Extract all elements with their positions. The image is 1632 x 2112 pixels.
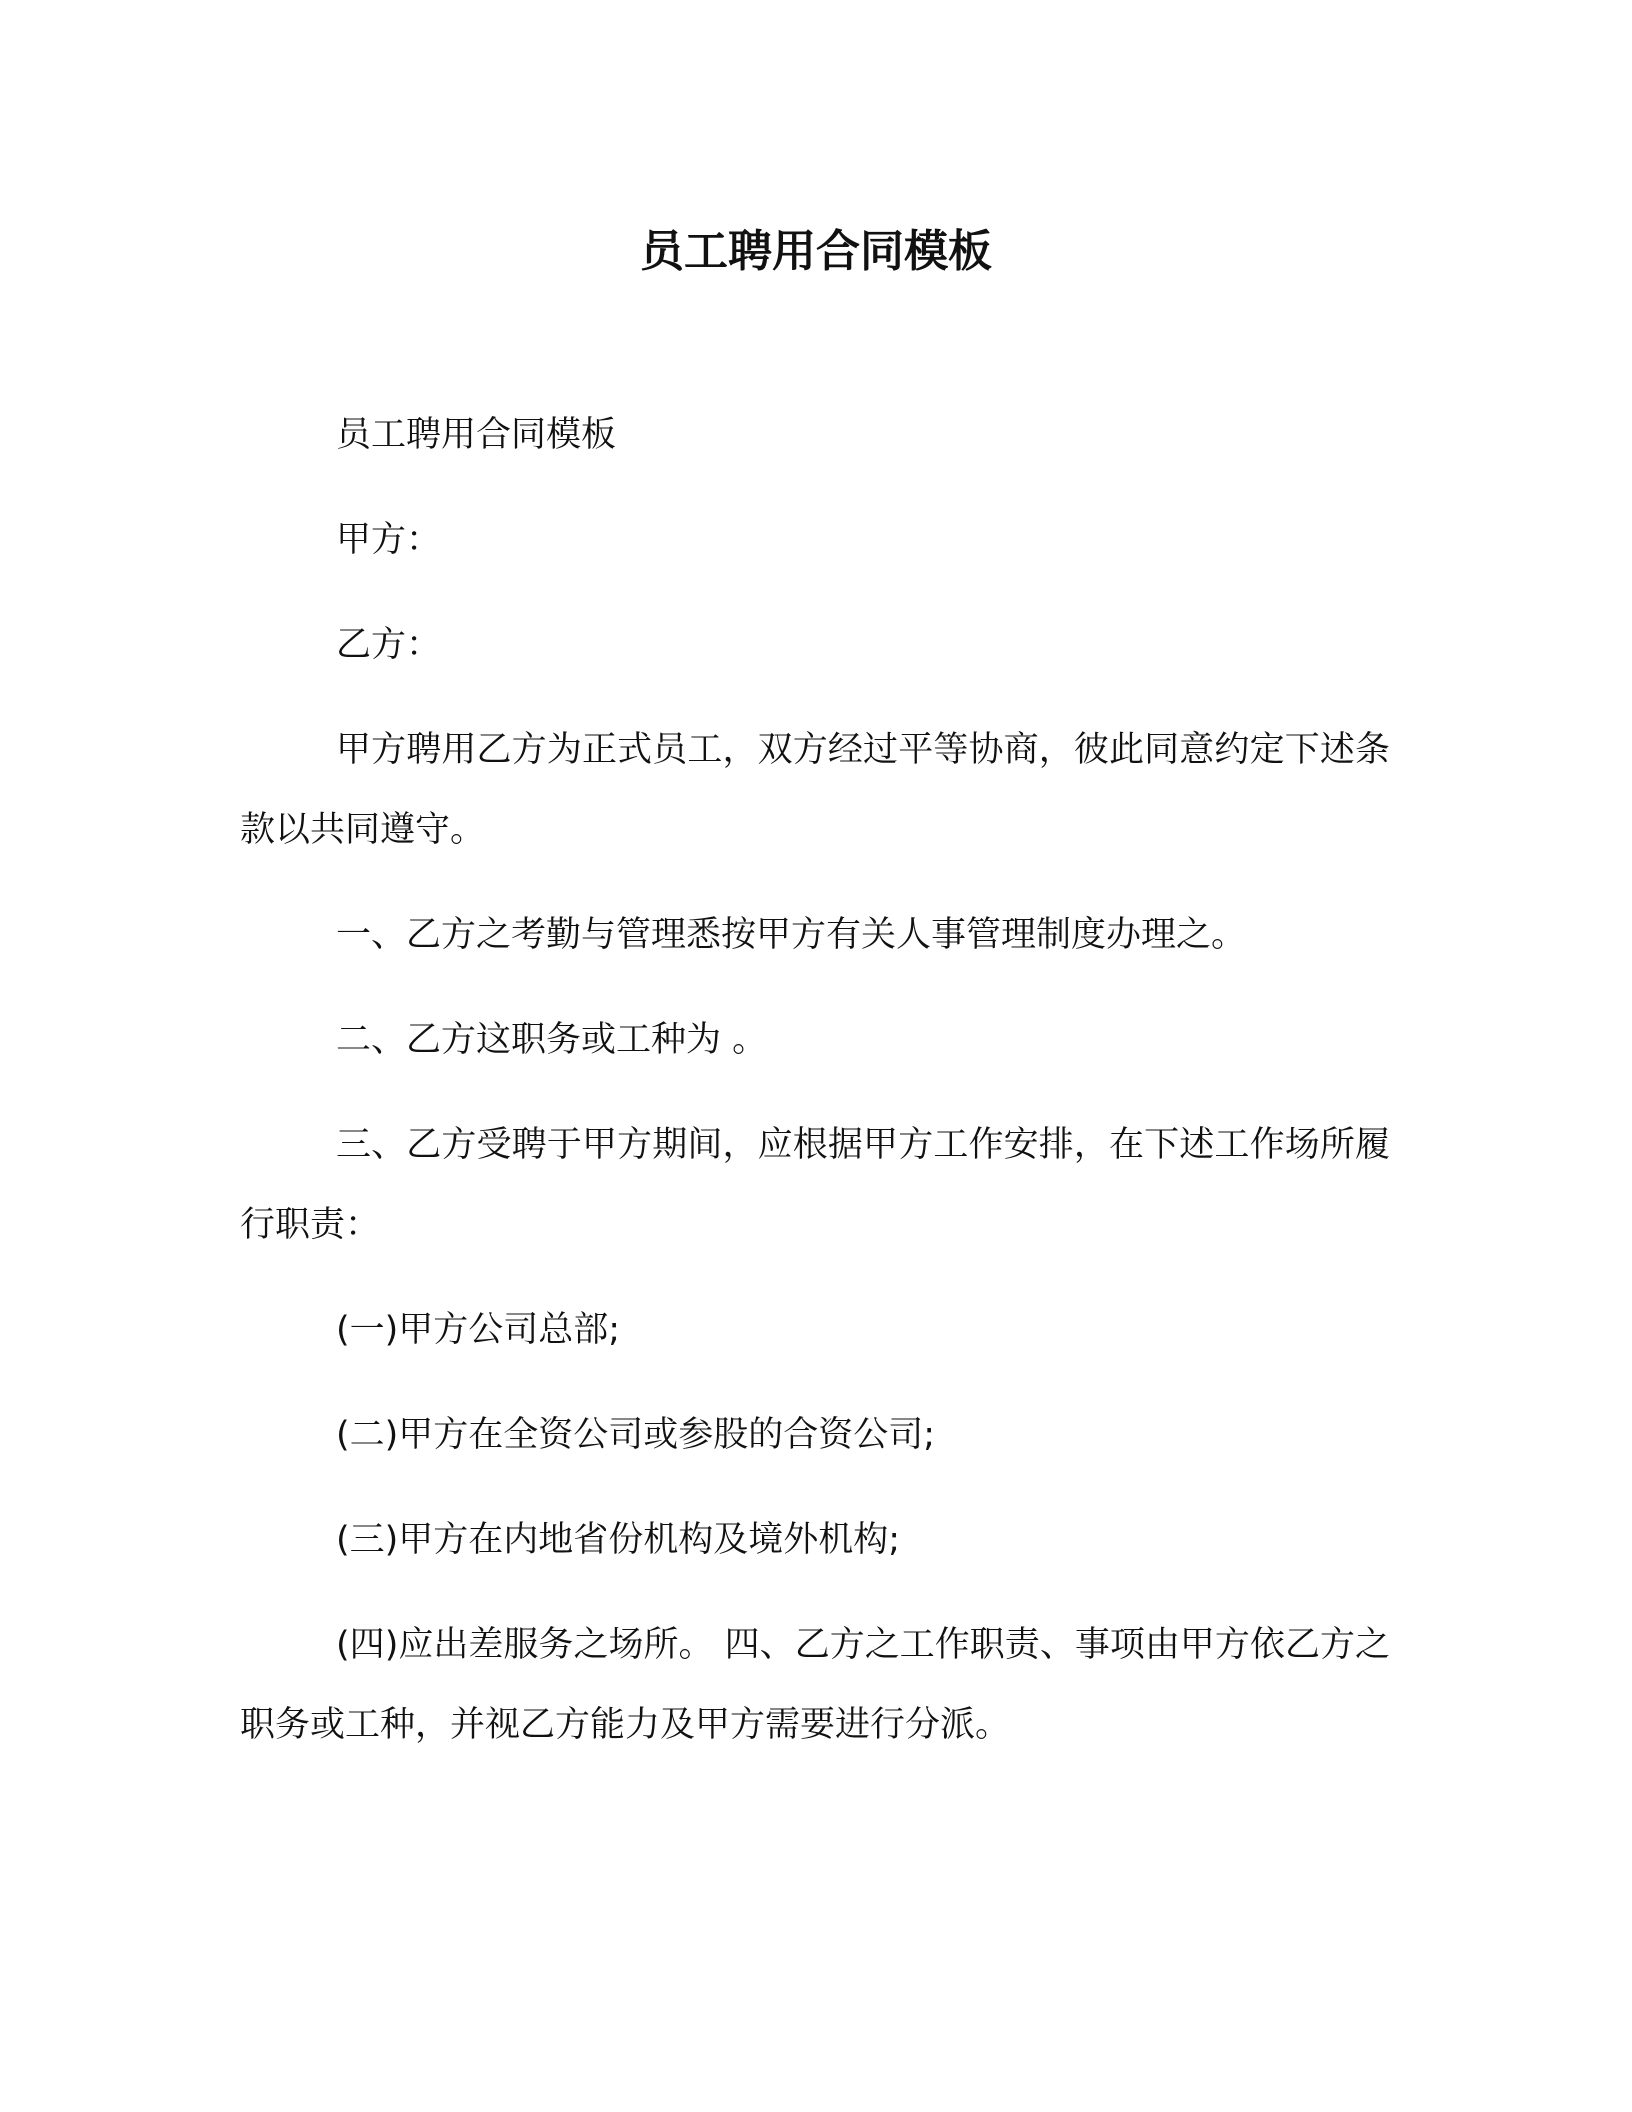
document-body (240, 395, 1390, 1790)
paragraph-item-3: (三)甲方在内地省份机构及境外机构; (336, 1520, 901, 1560)
paragraph-party-b: 乙方： (336, 625, 442, 665)
paragraph-clause-3: 三、乙方受聘于甲方期间，应根据甲方工作安排，在下述工作场所履行职责： (240, 1125, 1390, 1245)
document-title: 员工聘用合同模板 (640, 226, 992, 277)
paragraph-item-4: (四)应出差服务之场所。 四、乙方之工作职责、事项由甲方依乙方之职务或工种，并视乙方能力及甲方需要进行分派。 (240, 1625, 1390, 1745)
paragraph-intro: 甲方聘用乙方为正式员工，双方经过平等协商，彼此同意约定下述条款以共同遵守。 (240, 730, 1390, 850)
paragraph-clause-2: 二、乙方这职务或工种为 。 (336, 1020, 768, 1060)
paragraph-subtitle: 员工聘用合同模板 (336, 415, 617, 455)
paragraph-party-a: 甲方： (336, 520, 442, 560)
paragraph-item-1: (一)甲方公司总部; (336, 1310, 621, 1350)
paragraph-clause-1: 一、乙方之考勤与管理悉按甲方有关人事管理制度办理之。 (336, 915, 1247, 955)
paragraph-item-2: (二)甲方在全资公司或参股的合资公司; (336, 1415, 936, 1455)
